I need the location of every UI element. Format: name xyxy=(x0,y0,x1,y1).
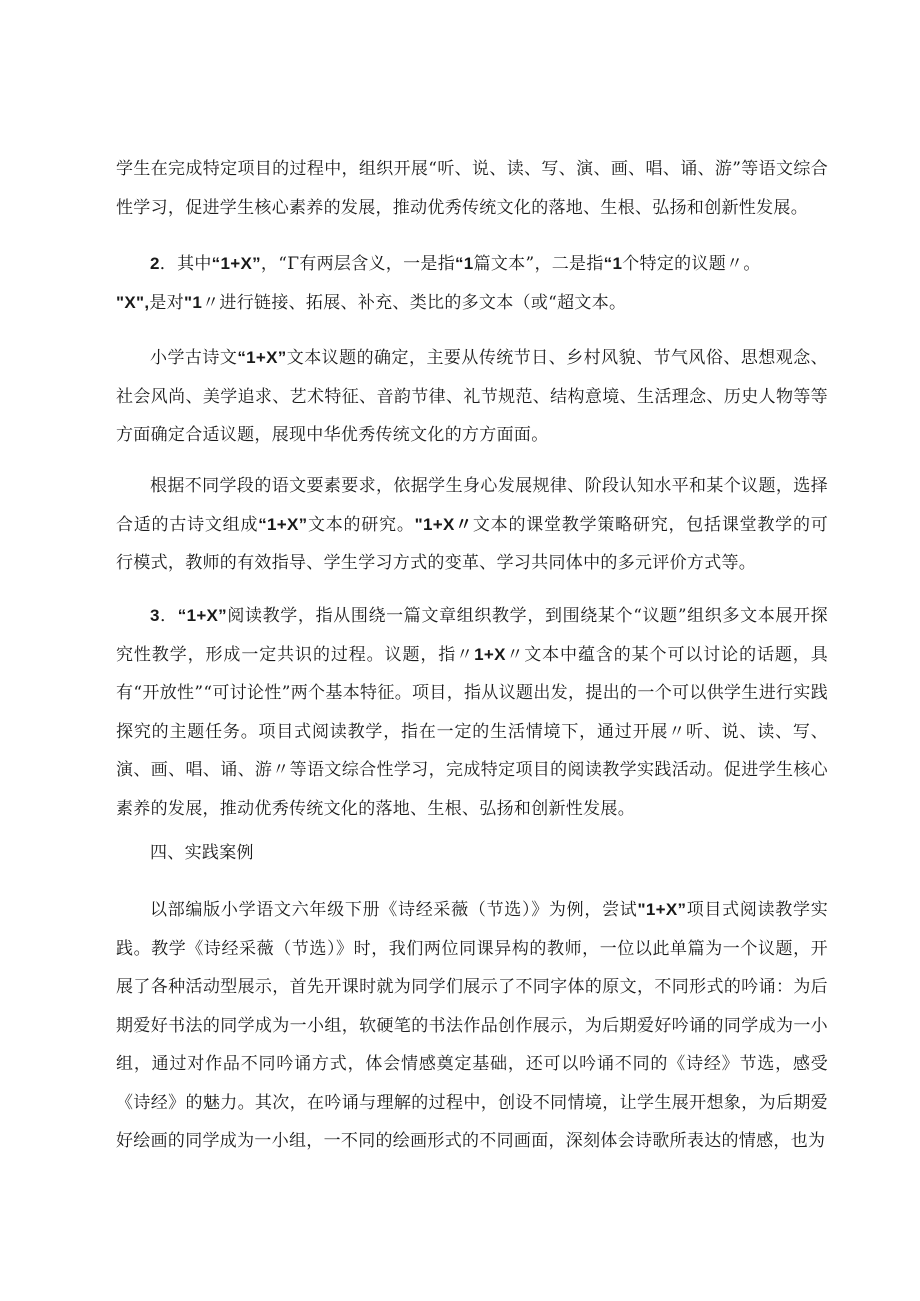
section-heading xyxy=(116,834,828,873)
paragraph-reading-teaching-definition xyxy=(116,597,828,828)
paragraph-research-strategy xyxy=(116,467,828,583)
bold-term: “1 xyxy=(455,254,474,273)
bold-term: "1+X” xyxy=(637,900,687,919)
bold-term: “1 xyxy=(603,254,623,273)
paragraph-text: 阅读教学，指从围绕一篇文章组织教学，到围绕某个“议题”组织多文本展开探究性教学，形成一定共识的过程。议题，指〃 xyxy=(116,606,828,665)
bold-term: "X", xyxy=(116,292,150,312)
paragraph-text: 根据不同学段的语文要素要求，依据学生身心发展规律、阶段认知水平和某个议题，选择合适的古诗文组成 xyxy=(116,476,828,535)
list-number: 3 xyxy=(150,606,160,625)
paragraph-text: 学生在完成特定项目的过程中，组织开展“听、说、读、写、演、画、唱、诵、游”等语文综合性学习，促进学生核心素养的发展，推动优秀传统文化的落地、生根、弘扬和创新性发展。 xyxy=(116,159,828,218)
bold-term: 1+X xyxy=(474,644,506,664)
paragraph-text: ，“Γ有两层含义，一是指 xyxy=(260,254,455,274)
paragraph-text: 文本的课堂教学策略研究，包括课堂教学的可行模式，教师的有效指导、学生学习方式的变革、学习共同体中的多元评价方式等。 xyxy=(116,514,829,573)
paragraph-text: ．其中 xyxy=(159,254,212,274)
heading-text: 四、实践案例 xyxy=(150,843,254,863)
paragraph-text: 是对 xyxy=(149,292,184,313)
paragraph-text: ． xyxy=(159,606,178,626)
paragraph-text: 文本的研究。 xyxy=(307,514,415,535)
paragraph-topic-selection xyxy=(116,339,828,455)
paragraph-text: 个特定的议题〃。 xyxy=(622,254,761,274)
paragraph-practice-case xyxy=(116,891,828,1161)
paragraph-project-learning-intro xyxy=(116,150,828,227)
bold-term: "1 xyxy=(184,292,203,312)
bold-term: “1+X” xyxy=(237,348,287,367)
bold-term: “1+X” xyxy=(211,254,261,273)
paragraph-text: 项目式阅读教学实践。教学《诗经采薇（节选）》时，我们两位同课异构的教师，一位以此单篇为一个议题，开展了各种活动型展示，首先开课时就为同学们展示了不同字体的原文，不同形式的吟诵：为后期爱好书法的同学成为一小组，软硬笔的书法作品创作展示，为后期爱好吟诵的同学成为一小组，通过对作品不同吟诵方式，体会情感奠定基础，还可以吟诵不同的《诗经》节选，感受《诗经》的魅力。其次，在吟诵与理解的过程中，创设不同情境，让学生展开想象，为后期爱好绘画的同学成为一小组，一不同的绘画形式的不同画面，深刻体会诗歌所表达的情感，也为 xyxy=(116,900,828,1151)
bold-term: “1+X” xyxy=(177,606,227,625)
paragraph-text: 篇文本”，二是指 xyxy=(473,254,604,274)
list-number: 2 xyxy=(150,254,160,273)
paragraph-text: 文本议题的确定，主要从传统节日、乡村风貌、节气风俗、思想观念、社会风尚、美学追求、艺术特征、音韵节律、礼节规范、结构意境、生活理念、历史人物等等方面确定合适议题，展现中华优秀传统文化的方方面面。 xyxy=(116,348,828,445)
paragraph-text: 〃文本中蕴含的某个可以讨论的话题，具有“开放性”“可讨论性”两个基本特征。项目，指从议题出发，提出的一个可以供学生进行实践探究的主题任务。项目式阅读教学，指在一定的生活情境下，通过开展〃听、说、读、写、演、画、唱、诵、游〃等语文综合性学习，完成特定项目的阅读教学实践活动。促进学生核心素养的发展，推动优秀传统文化的落地、生根、弘扬和创新性发展。 xyxy=(116,644,828,819)
paragraph-text: 以部编版小学语文六年级下册《诗经采薇（节选）》为例，尝试 xyxy=(150,900,638,920)
bold-term: "1+X〃 xyxy=(414,514,473,534)
paragraph-text: 小学古诗文 xyxy=(150,348,238,368)
paragraph-text: 〃进行链接、拓展、补充、类比的多文本（或“超文本。 xyxy=(202,292,627,313)
bold-term: “1+X” xyxy=(258,514,308,534)
paragraph-1x-definition xyxy=(116,245,828,322)
